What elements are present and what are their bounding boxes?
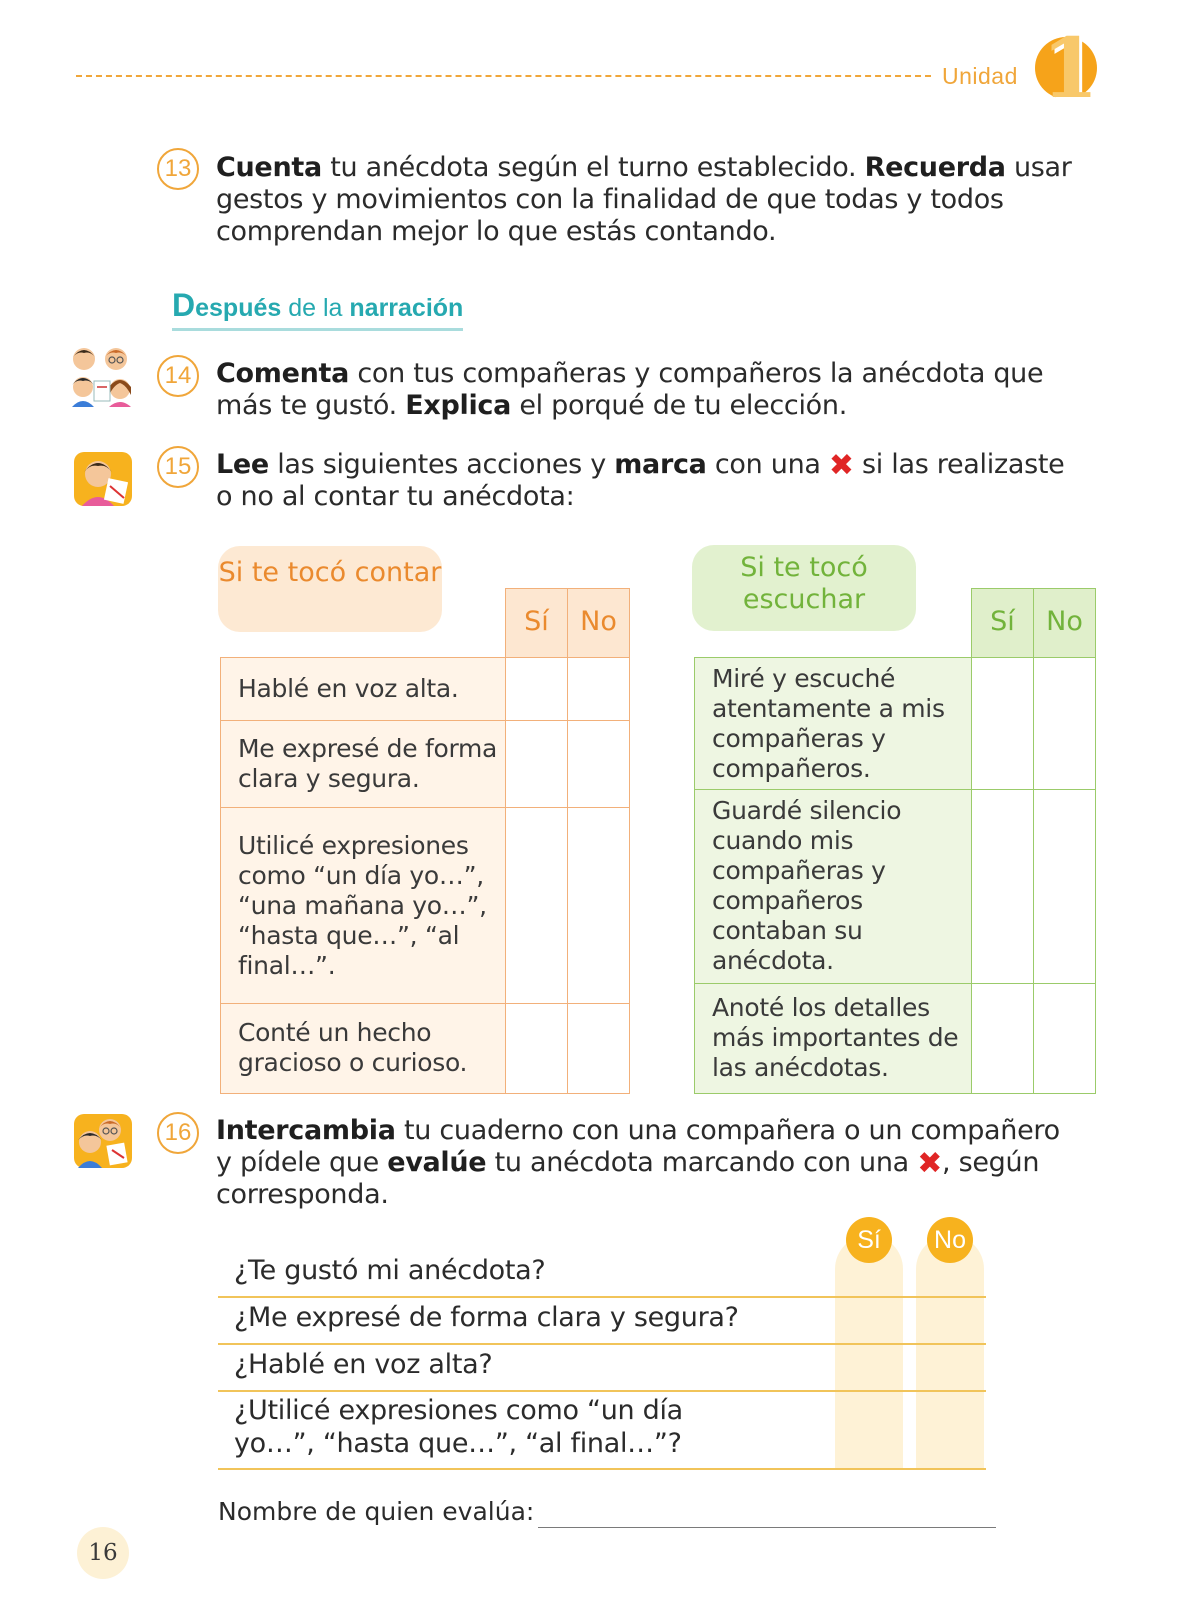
header-dashed-line (76, 75, 931, 77)
unit-number: 1 (1041, 21, 1099, 117)
student-writing-icon (72, 450, 134, 508)
escuchar-row-3-si-box[interactable] (971, 983, 1034, 1094)
contar-row-3-text: Utilicé expresiones como “un día yo…”, “una mañana yo…”, “hasta que…”, “al final…”. (238, 831, 487, 980)
eval-header-no: No (927, 1217, 973, 1263)
title-word-3: narración (349, 294, 464, 322)
title-initial: D (172, 287, 196, 323)
text-part: con tus compañeras y compañeros la anécdota que más te gustó. (216, 358, 1044, 421)
table-escuchar-label: Si te tocó escuchar (692, 545, 916, 631)
verb-cuenta: Cuenta (216, 152, 322, 183)
escuchar-row-2-text: Guardé silencio cuando mis compañeras y compañeros contaban su anécdota. (712, 796, 902, 975)
activity-15-text (216, 449, 1076, 513)
text-part: tu cuaderno con una compañera o un compañero y pídele que (216, 1115, 1060, 1178)
activity-number-16: 16 (157, 1112, 199, 1154)
contar-row-3-no-box[interactable] (567, 807, 630, 1004)
activity-16-text (216, 1115, 1076, 1211)
group-of-students-icon (68, 345, 136, 407)
evaluator-label: Nombre de quien evalúa: (218, 1497, 535, 1526)
verb-comenta: Comenta (216, 358, 350, 389)
eval-question-2: ¿Me expresé de forma clara y segura? (234, 1302, 739, 1333)
escuchar-col-si: Sí (971, 588, 1034, 658)
text-part: el porqué de tu elección. (511, 390, 847, 421)
text-part: las siguientes acciones y (268, 449, 615, 480)
verb-intercambia: Intercambia (216, 1115, 396, 1146)
title-word-2: de la (281, 294, 350, 322)
eval-row-divider (218, 1390, 986, 1392)
contar-row-4-si-box[interactable] (505, 1003, 568, 1094)
red-x-mark-icon: ✖ (828, 448, 854, 483)
escuchar-col-no: No (1033, 588, 1096, 658)
escuchar-row-1-no-box[interactable] (1033, 657, 1096, 790)
activity-number-15: 15 (157, 446, 199, 488)
verb-recuerda: Recuerda (864, 152, 1006, 183)
text-part: si las realizaste o no al contar tu anécdota: (216, 449, 1065, 512)
red-x-mark-icon: ✖ (917, 1146, 943, 1181)
eval-row-divider (218, 1296, 986, 1298)
table-contar-label: Si te tocó contar (218, 546, 442, 632)
activity-13-text (216, 152, 1076, 248)
text-part: usar gestos y movimientos con la finalidad de que todas y todos comprendan mejor lo que estás contando. (216, 152, 1072, 247)
eval-column-no[interactable] (916, 1235, 984, 1468)
contar-row-4-text: Conté un hecho gracioso o curioso. (238, 1018, 468, 1077)
text-part: con una (706, 449, 829, 480)
escuchar-row-2-si-box[interactable] (971, 789, 1034, 984)
contar-row-1-si-box[interactable] (505, 657, 568, 721)
contar-row-1-no-box[interactable] (567, 657, 630, 721)
contar-row-2-si-box[interactable] (505, 720, 568, 808)
verb-lee: Lee (216, 449, 269, 480)
contar-col-no: No (567, 588, 630, 658)
escuchar-row-2-no-box[interactable] (1033, 789, 1096, 984)
activity-number-14: 14 (157, 355, 199, 397)
evaluator-name-blank[interactable] (538, 1527, 996, 1528)
contar-row-4-no-box[interactable] (567, 1003, 630, 1094)
contar-row-3-si-box[interactable] (505, 807, 568, 1004)
verb-evalue: evalúe (387, 1147, 487, 1178)
text-part: tu anécdota marcando con una (486, 1147, 918, 1178)
escuchar-row-1-si-box[interactable] (971, 657, 1034, 790)
verb-marca: marca (614, 449, 707, 480)
escuchar-row-3-no-box[interactable] (1033, 983, 1096, 1094)
contar-row-2-text: Me expresé de forma clara y segura. (238, 734, 498, 793)
section-title (172, 287, 463, 331)
eval-row-divider (218, 1468, 986, 1470)
page-number: 16 (77, 1527, 129, 1579)
contar-col-si: Sí (505, 588, 568, 658)
contar-row-1-text: Hablé en voz alta. (238, 674, 459, 703)
pair-of-students-icon (72, 1112, 134, 1170)
text-part: , según corresponda. (216, 1147, 1040, 1210)
title-word-1: espués (195, 294, 282, 322)
escuchar-row-3-text: Anoté los detalles más importantes de las anécdotas. (712, 993, 959, 1082)
activity-number-13: 13 (157, 148, 199, 190)
unit-label: Unidad (942, 63, 1018, 89)
activity-14-text (216, 358, 1076, 422)
text-part: tu anécdota según el turno establecido. (321, 152, 865, 183)
eval-row-divider (218, 1343, 986, 1345)
contar-row-2-no-box[interactable] (567, 720, 630, 808)
eval-question-3: ¿Hablé en voz alta? (234, 1349, 493, 1380)
verb-explica: Explica (405, 390, 512, 421)
escuchar-row-1-text: Miré y escuché atentamente a mis compañeras y compañeros. (712, 664, 945, 783)
eval-question-1: ¿Te gustó mi anécdota? (234, 1255, 546, 1286)
eval-column-si[interactable] (835, 1235, 903, 1468)
eval-question-4: ¿Utilicé expresiones como “un día yo…”, “hasta que…”, “al final…”? (234, 1395, 683, 1459)
eval-header-si: Sí (846, 1217, 892, 1263)
